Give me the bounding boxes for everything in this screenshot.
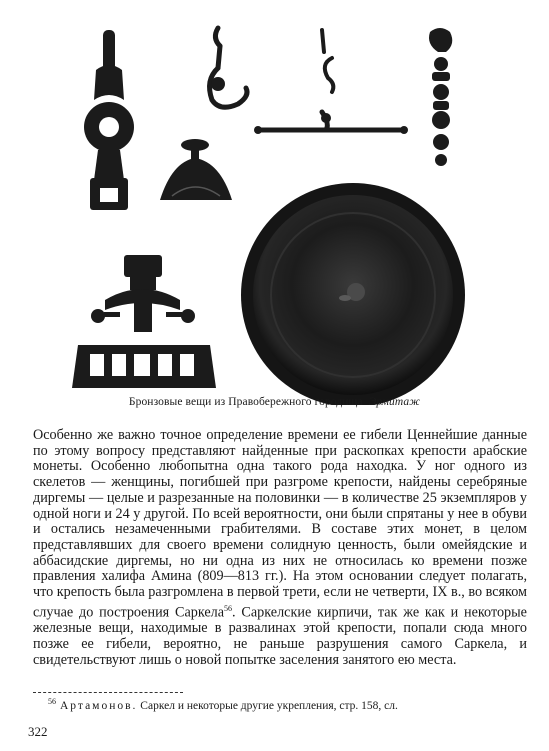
footnote-author: Артамонов. [60,699,138,712]
bronze-conical-bell [160,139,232,200]
bronze-bead-chain [429,28,452,166]
footnote-text: Саркел и некоторые другие укрепления, стр. 158, сл. [140,699,398,712]
caption-museum: Эрмитаж [368,396,421,408]
body-paragraph [33,428,527,668]
footnote-number: 56 [48,697,56,706]
footnote-separator [33,692,183,693]
paragraph-tail: . Саркелские кирпичи, так же как и некоторые железные вещи, находимые в развалинах этой крепости, попали сюда много позже ее гибели, вероятно, не раньше разрушения самого Саркела, и свидетельствуют лишь о новой попытке заселения занятого ею места. [33,604,527,668]
footnote [48,697,528,712]
footnote-reference: 56 [224,603,233,613]
paragraph-text: Особенно же важно точное определение времени ее гибели Ценнейшие данные по этому вопросу представляют найденные при раскопках крепости арабские монеты. Особенно любопытна одна такого рода находка. У ног одного из скелетов — женщины, погибшей при разгроме крепости, найдены серебряные диргемы — целые и разрезанные на половинки — в количестве 25 экземпляров у одной ноги и 24 у другой. По всей вероятности, они были спрятаны у нее в обуви и остались незамеченными грабителями. В составе этих монет, в целом представлявших для своего времени солидную ценность, были омейядские и аббасидские диргемы, но ни одна из них не относилась ко времени позже правления халифа Амина (809—813 гг.). На этом основании следует полагать, что крепость была разгромлена в первой трети, если не четверти, IX в., во всяком случае до построения Саркела [33,427,527,621]
caption-text: Бронзовые вещи из Правобережного городища [128,396,363,408]
figure-caption [0,396,549,408]
bronze-mirror-disc [241,183,465,405]
bronze-hook-pendant [210,28,247,107]
bronze-suspension-bar [258,30,404,130]
page-number: 322 [28,724,48,739]
